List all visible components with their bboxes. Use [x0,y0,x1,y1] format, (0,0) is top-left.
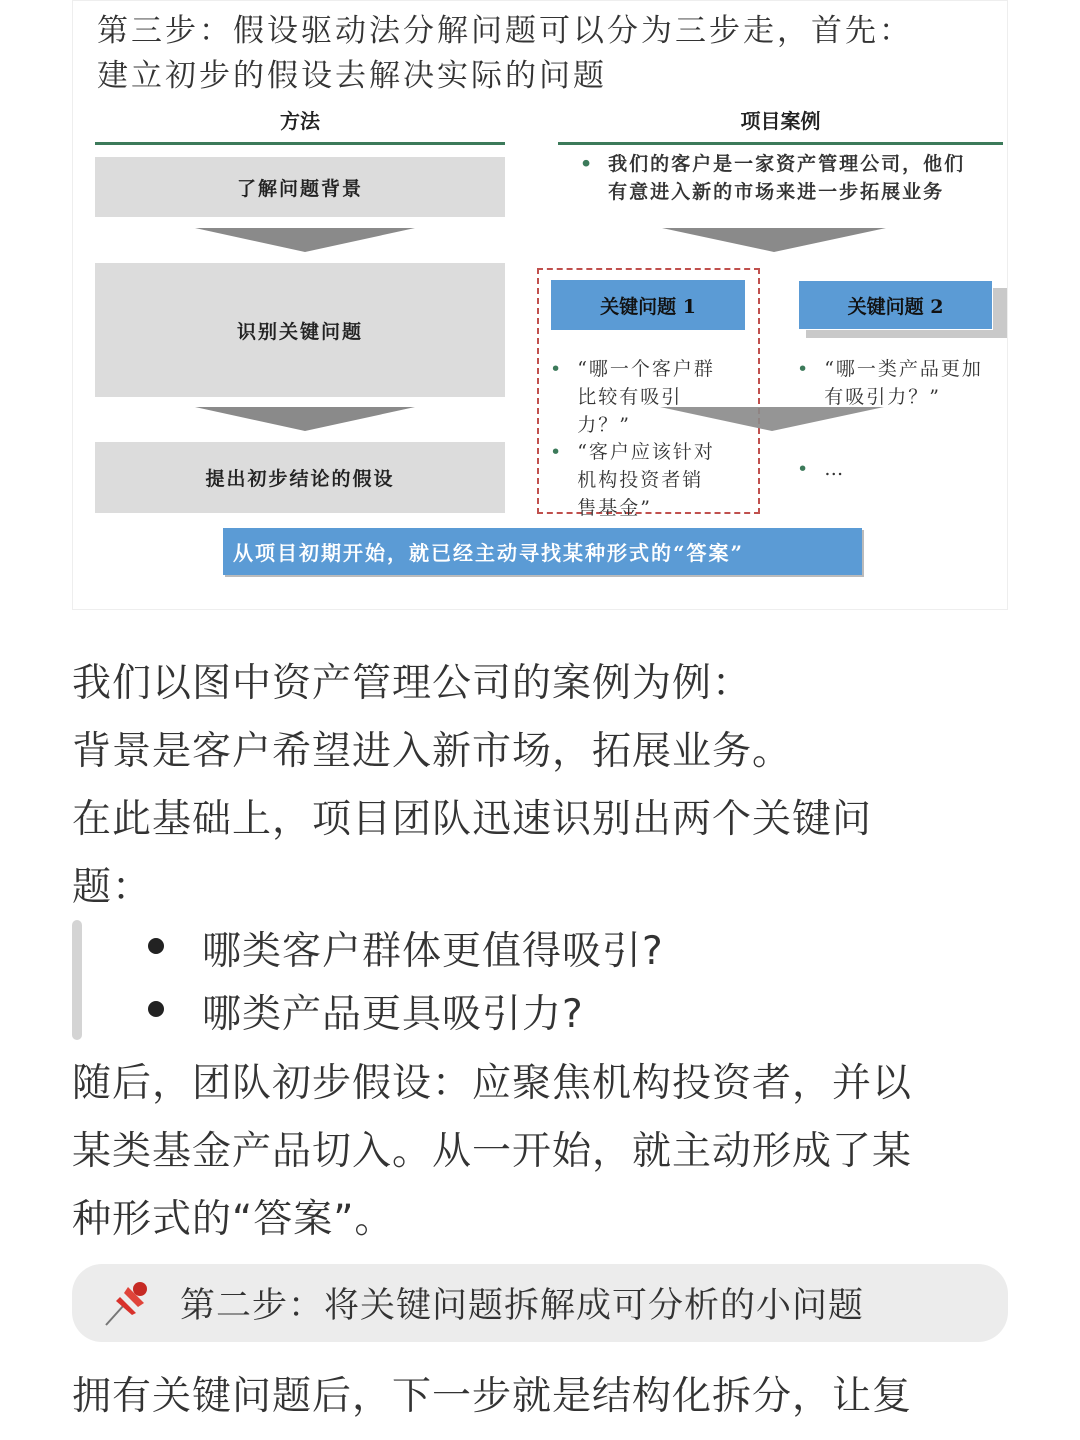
figure-title-line1: 第三步：假设驱动法分解问题可以分为三步走，首先： [97,13,913,49]
quote-bar [72,920,82,1040]
q2-bullet: • … [797,455,987,483]
key-question-1: 关键问题 1 [551,280,745,330]
paragraph-line: 在此基础上，项目团队迅速识别出两个关键问 [72,797,873,842]
q1-bullet: • “客户应该针对机构投资者销售基金” [550,438,720,522]
paragraph-line: 随后，团队初步假设：应聚焦机构投资者，并以 [72,1061,913,1106]
pushpin-icon [102,1277,154,1329]
down-arrow-icon [662,228,886,252]
paragraph-line: 题： [72,865,153,910]
divider [95,142,505,145]
paragraph-line: 我们以图中资产管理公司的案例为例： [72,661,753,706]
bullet-text: “哪一个客户群比较有吸引力？” [577,358,715,436]
paragraph-line: 某类基金产品切入。从一开始，就主动形成了某 [72,1129,913,1174]
divider [558,142,1003,145]
down-arrow-icon [195,228,415,252]
bullet-text: “哪一类产品更加有吸引力？” [824,358,983,408]
column-header-method: 方法 [280,109,320,133]
q2-bullet: • “哪一类产品更加有吸引力？” [797,355,987,411]
figure-title-line2: 建立初步的假设去解决实际的问题 [97,58,607,94]
paragraph-line: 背景是客户希望进入新市场，拓展业务。 [72,729,793,774]
case-bullet: • 我们的客户是一家资产管理公司，他们有意进入新的市场来进一步拓展业务 [580,150,980,206]
callout-text: 第二步：将关键问题拆解成可分析的小问题 [180,1286,865,1326]
bullet-dot [148,938,164,954]
column-header-case: 项目案例 [740,109,821,133]
down-arrow-icon [195,407,415,431]
q1-bullet: • “哪一个客户群比较有吸引力？” [550,355,720,439]
bullet-text: “客户应该针对机构投资者销售基金” [577,441,715,519]
step-box: 了解问题背景 [95,157,505,217]
key-question-2: 关键问题 2 [798,280,993,330]
case-text: 我们的客户是一家资产管理公司，他们有意进入新的市场来进一步拓展业务 [608,153,966,203]
paragraph-line: 拥有关键问题后，下一步就是结构化拆分，让复 [72,1374,913,1419]
step-box: 提出初步结论的假设 [95,442,505,513]
answer-banner: 从项目初期开始，就已经主动寻找某种形式的“答案” [223,528,862,575]
list-item: 哪类产品更具吸引力? [202,992,584,1037]
step-box: 识别关键问题 [95,263,505,397]
paragraph-line: 种形式的“答案”。 [72,1197,395,1242]
bullet-text: … [824,458,846,480]
list-item: 哪类客户群体更值得吸引? [202,929,664,974]
section-callout [72,1264,1008,1342]
bullet-dot [148,1001,164,1017]
